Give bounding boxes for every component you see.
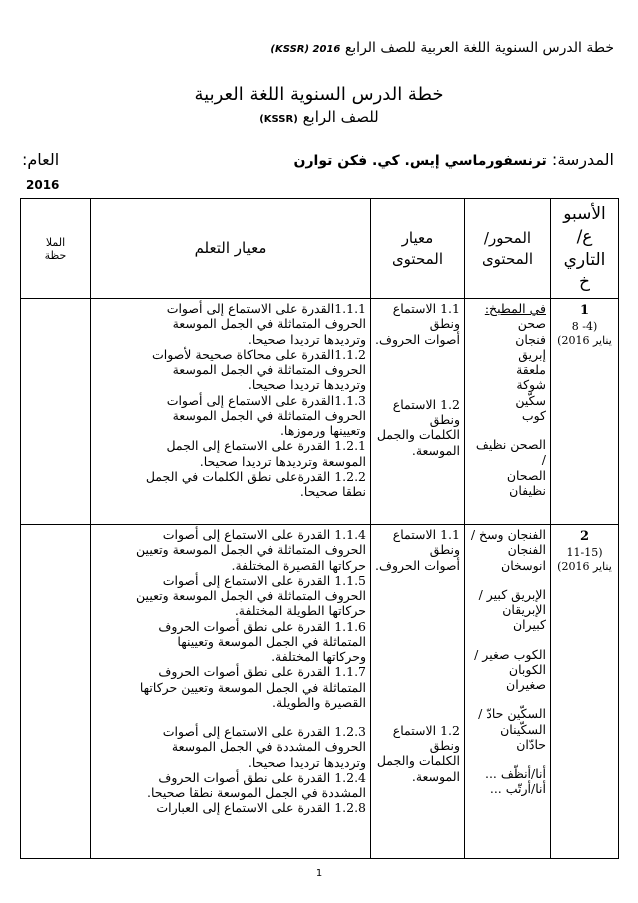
notes-cell xyxy=(21,525,91,859)
school-label: المدرسة: xyxy=(551,150,614,169)
week-month: يناير 2016) xyxy=(557,334,612,348)
running-header-code: (KSSR) 2016 xyxy=(270,44,341,55)
school-line xyxy=(294,150,614,169)
week-cell xyxy=(551,525,619,859)
running-header-text: خطة الدرس السنوية اللغة العربية للصف الرابع xyxy=(344,40,614,56)
notes-cell xyxy=(21,299,91,525)
header-topic: المحور/ المحتوى xyxy=(465,199,551,299)
year-label: العام: xyxy=(22,150,60,169)
week-cell xyxy=(551,299,619,525)
week-number: 1 xyxy=(579,303,590,318)
header-content-standard: معيار المحتوى xyxy=(371,199,465,299)
header-notes: الملا حظة xyxy=(21,199,91,299)
topic-word: كوب xyxy=(521,407,546,423)
header-week: الأسبو ع/ التاري خ xyxy=(551,199,619,299)
topic-pair: الصحن نظيف / xyxy=(475,437,546,468)
week-range: (4- 8 xyxy=(571,319,598,333)
learning-standard-cell: 1.1.1القدرة على الاستماع إلى أصوات الحروف المتماثلة في الجمل الموسعة وترديدها ترديدا صحيحا. 1.1.2القدرة على محاكاة صحيحة لأصوات الحروف المتماثلة في الجمل الموسعة وترديدها ترديدا صحيحا. 1.1.3القدرة على الاستماع إلى أصوات الحروف المتماثلة في الجمل الموسعة وتعيينها ورموزها. 1.2.1 القدرة على الاستماع إلى الجمل الموسعة وترديدها ترديدا صحيحا. 1.2.2 القدرةعلى نطق الكلمات في الجمل نطقا صحيحا. xyxy=(91,299,371,525)
week-number: 2 xyxy=(579,529,590,544)
learning-standard-cell: 1.1.4 القدرة على الاستماع إلى أصوات الحروف المتماثلة في الجمل الموسعة وتعيين حركاتها القصيرة المختلفة. 1.1.5 القدرة على الاستماع إلى أصوات الحروف المتماثلة في الجمل الموسعة وتعيين حركاتها الطويلة المختلفة. 1.1.6 القدرة على نطق أصوات الحروف المتماثلة في الجمل الموسعة وتعيينها وحركاتها المختلفة. 1.1.7 القدرة على نطق أصوات الحروف المتماثلة في الجمل الموسعة وتعيين حركاتها القصيرة والطويلة. 1.2.3 القدرة على الاستماع إلى أصوات الحروف المشددة في الجمل الموسعة وترديدها ترديدا صحيحا. 1.2.4 القدرة على نطق أصوات الحروف المشددة في الجمل الموسعة نطقا صحيحا. 1.2.8 القدرة على الاستماع إلى العبارات xyxy=(91,525,371,859)
topic-word: صحن xyxy=(517,316,546,332)
topic-heading: في المطبخ: xyxy=(484,301,546,316)
week-range: (11-15 xyxy=(566,545,603,559)
lesson-plan-table xyxy=(20,198,619,859)
table-header-row xyxy=(21,199,619,299)
header-learning-standard: معيار التعلم xyxy=(91,199,371,299)
subtitle-text: للصف الرابع xyxy=(302,108,379,126)
content-standard-cell: 1.1 الاستماع ونطق أصوات الحروف. 1.2 الاستماع ونطق الكلمات والجمل الموسعة. xyxy=(371,525,465,859)
page-title: خطة الدرس السنوية اللغة العربية xyxy=(194,84,444,105)
topic-pair: الصحان xyxy=(506,467,546,483)
topic-word: فنجان xyxy=(515,331,546,347)
topic-word: شوكة xyxy=(516,377,546,393)
running-header xyxy=(24,40,614,56)
year-value: 2016 xyxy=(26,178,60,192)
topic-word: إبريق xyxy=(518,346,546,362)
page-subtitle xyxy=(0,108,638,126)
subtitle-code: (KSSR) xyxy=(259,114,298,125)
content-standard-cell: 1.1 الاستماع ونطق أصوات الحروف. 1.2 الاستماع ونطق الكلمات والجمل الموسعة. xyxy=(371,299,465,525)
topic-cell: الفنجان وسخ / الفنجان انوسخان الإبريق كبير / الإبريقان كبيران الكوب صغير / الكوبان صغيران السكّين حادّ / السكّينان حادّان أنا/أنظّف ... أنا/أرتّب ... xyxy=(465,525,551,859)
topic-pair: نظيفان xyxy=(509,482,546,498)
table-row xyxy=(21,299,619,525)
topic-word: سكّين xyxy=(515,392,546,408)
topic-word: ملعقة xyxy=(516,362,546,377)
page-number: 1 xyxy=(315,868,323,879)
table-row xyxy=(21,525,619,859)
school-name: ترنسفورماسي إيس. كي. فكن توارن xyxy=(293,153,547,169)
topic-cell xyxy=(465,299,551,525)
week-month: يناير 2016) xyxy=(557,560,612,574)
